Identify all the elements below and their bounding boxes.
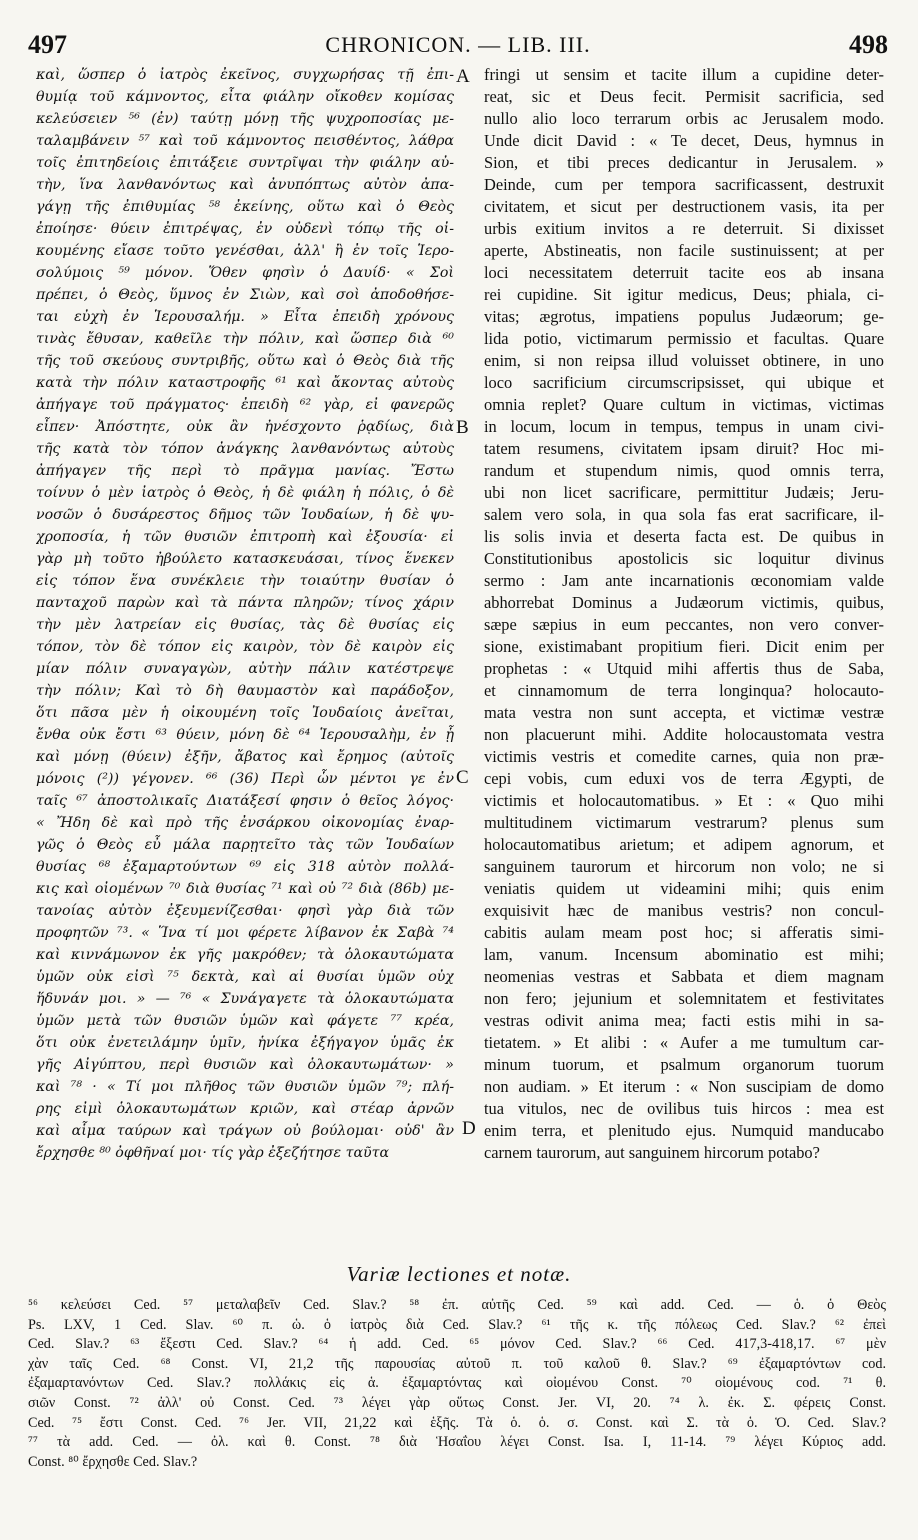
left-column-line: ται εὐχὴ ἐν Ἱερουσαλήμ. » Εἶτα ἐπειδὴ χρόνους: [36, 309, 454, 325]
left-column-line: γάγῃ τῆς ἐπιθυμίας ⁵⁸ ἐκείνης, οὕτω καὶ ὁ Θεὸς: [36, 199, 454, 215]
column-marker-d: D: [462, 1118, 476, 1139]
left-column-line: προφητῶν ⁷³. « Ἵνα τί μοι φέρετε λίβανον ἐκ Σαβὰ ⁷⁴: [36, 925, 454, 941]
right-column-line: non placuerunt mihi. Addite holocaustomata vestra: [484, 725, 884, 744]
left-column-line: τῆς τοῦ σκεύους συντριβῆς, οὕτω καὶ ὁ Θεὸς διὰ τῆς: [36, 353, 454, 369]
left-column-line: ὅτι οὐκ ἐνετειλάμην ὑμῖν, ἡνίκα ἐξήγαγον ὑμᾶς ἐκ: [36, 1035, 454, 1051]
left-column-line: κελεύσειεν ⁵⁶ (ἐν) ταύτῃ μόνῃ τῆς ψυχροποσίας με-: [36, 111, 454, 127]
left-column-line: τοῖς ἐπιτηδείοις ἐπιτάξειε συντρῖψαι τὴν φιάλην αὐ-: [36, 155, 454, 171]
left-column-line: εἰς τόπον ἕνα συνέκλειε τὴν τοιαύτην θυσίαν ὁ: [36, 573, 454, 589]
left-column-line: γῆς Αἰγύπτου, περὶ θυσιῶν καὶ ὁλοκαυτωμάτων· »: [36, 1057, 454, 1073]
notes-line: ⁷⁷ τὰ add. Ced. — ὀλ. καὶ θ. Const. ⁷⁸ διὰ Ἡσαΐου λέγει Const. Isa. I, 11-14. ⁷⁹ λέγει Κύριος add.: [28, 1434, 886, 1451]
right-column-line: abhorrebat Dominus a Judæorum victimis, quibus,: [484, 593, 884, 612]
right-column-line: aperte, Abstineatis, non facile sustinuissent; at per: [484, 241, 884, 260]
column-marker-b: B: [456, 417, 469, 438]
left-column-line: ταλαμβάνειν ⁵⁷ καὶ τοῦ κάμνοντος πεισθέντος, λάθρα: [36, 133, 454, 149]
right-column-line: non fero; jejunium et solemnitatem et festivitates: [484, 989, 884, 1008]
left-column-line: καὶ μόνῃ (θύειν) ἐξῆν, ἄβατος καὶ ἔρημος (αὐτοῖς: [36, 749, 454, 765]
greek-text-column: [36, 64, 454, 1254]
notes-line: Ps. LXV, 1 Ced. Slav. ⁶⁰ π. ὡ. ὁ ἰατρὸς διὰ Ced. Slav.? ⁶¹ τῆς κ. τῆς πόλεως Ced. Slav.? ⁶² ἐπεὶ: [28, 1316, 886, 1333]
left-column-line: κατὰ τὴν πόλιν καταστροφῆς ⁶¹ καὶ ἄκοντας αὐτοὺς: [36, 375, 454, 391]
left-column-line: καὶ ⁷⁸ · « Τί μοι πλῆθος τῶν θυσιῶν ὑμῶν ⁷⁹; πλή-: [36, 1079, 454, 1095]
right-column-line: urbis exitium invitos a re deterruit. Si dixisset: [484, 219, 884, 238]
left-column-line: σολύμοις ⁵⁹ μόνον. Ὅθεν φησὶν ὁ Δαυίδ· « Σοὶ: [36, 265, 454, 281]
left-column-line: μόνοις (²)) γέγονεν. ⁶⁶ (36) Περὶ ὧν μέντοι γε ἐν: [36, 771, 454, 787]
left-column-line: καὶ αἷμα ταύρων καὶ τράγων οὐ βούλομαι· οὐδ' ἂν: [36, 1123, 454, 1139]
left-column-line: « Ἤδη δὲ καὶ πρὸ τῆς ἐνσάρκου οἰκονομίας ἐναρ-: [36, 815, 454, 831]
notes-line: χὰν ταῖς Ced. ⁶⁸ Const. VI, 21,2 τῆς παρουσίας αὐτοῦ π. τοῦ καλοῦ θ. Slav.? ⁶⁹ ἐξαμαρτόντων cod.: [28, 1355, 886, 1372]
right-column-line: omnia replet? Quare cultum in victimas, victimas: [484, 395, 884, 414]
left-column-line: τινὰς ἔθυσαν, καθεῖλε τὴν πόλιν, καὶ ὥσπερ διὰ ⁶⁰: [36, 331, 454, 347]
left-column-line: γὰρ μὴ τοῦτο ἠβούλετο κατασκευάσαι, τίνος ἕνεκεν: [36, 551, 454, 567]
left-column-line: ὑμῶν μετὰ τῶν θυσιῶν ὑμῶν καὶ φάγετε ⁷⁷ κρέα,: [36, 1013, 454, 1029]
right-column-line: ubi non licet sacrificare, permittitur Judæis; Jeru-: [484, 483, 884, 502]
right-column-line: randum et stupendum nimis, quod omnis terra,: [484, 461, 884, 480]
right-column-line: tietatem. » Et alibi : « Aufer a me tumultum car-: [484, 1033, 884, 1052]
notes-line: Ced. ⁷⁵ ἔστι Const. Ced. ⁷⁶ Jer. VII, 21,22 καὶ ἑξῆς. Τὰ ὁ. ὁ. σ. Const. καὶ Σ. τὰ ὁ. Ὁ. Ced. Slav.?: [28, 1414, 886, 1431]
left-column-line: μίαν πόλιν συναγαγὼν, αὐτὴν πάλιν κατέστρεψε: [36, 661, 454, 677]
page-header: [28, 30, 888, 64]
left-column-line: ἥδυνάν μοι. » — ⁷⁶ « Συνάγαγετε τὰ ὁλοκαυτώματα: [36, 991, 454, 1007]
right-column-line: loci necessitatem deterruit tacite eos ab insana: [484, 263, 884, 282]
right-column-line: holocautomatibus arietum; et adipem agnorum, et: [484, 835, 884, 854]
right-column-line: mata vestra non sunt accepta, et victimæ vestræ: [484, 703, 884, 722]
right-column-line: loco sacrificium circumscripsisset, qui ubique et: [484, 373, 884, 392]
left-column-line: ἔνθα οὐκ ἔστι ⁶³ θύειν, μόνη δὲ ⁶⁴ Ἱερουσαλὴμ, ἐν ᾗ: [36, 727, 454, 743]
right-column-line: multitudinem victimarum vestrarum? plenus sum: [484, 813, 884, 832]
left-column-line: πανταχοῦ παρὼν καὶ τὰ πάντα πληρῶν; τίνος χάριν: [36, 595, 454, 611]
left-column-line: τοίνυν ὁ μὲν ἰατρὸς ὁ Θεὸς, ἡ δὲ φιάλη ἡ πόλις, ὁ δὲ: [36, 485, 454, 501]
left-page-number: 497: [28, 30, 67, 59]
right-column-line: civitatem, et sicut per destructionem vasis, ita per: [484, 197, 884, 216]
left-column-line: πρέπει, ὁ Θεὸς, ὕμνος ἐν Σιὼν, καὶ σοὶ ἀποδοθήσε-: [36, 287, 454, 303]
right-column-line: Deinde, cum per tempora sacrificassent, destruxit: [484, 175, 884, 194]
notes-line: ἐξαμαρτανόντων Ced. Slav.? πολλάκις εἰς ἁ. ἐξαμαρτόντας καὶ οἰομένου Const. ⁷⁰ οἰομένους cod. ⁷¹ θ.: [28, 1375, 886, 1392]
column-marker-c: C: [456, 767, 469, 788]
right-column-line: sione, existimabant propitium fieri. Dicit enim per: [484, 637, 884, 656]
left-column-line: ρης εἰμὶ ὁλοκαυτωμάτων κριῶν, καὶ στέαρ ἀρνῶν: [36, 1101, 454, 1117]
right-column-line: Constitutionibus apostolicis sic loquitur divinus: [484, 549, 884, 568]
notes-line: σιῶν Const. ⁷² ἀλλ' οὐ Const. Ced. ⁷³ λέγει γὰρ οὕτως Const. Jer. VI, 20. ⁷⁴ λ. ἐκ. Σ. φέρεις Const.: [28, 1394, 886, 1411]
right-column-line: lam, vanum. Incensum abominatio est mihi;: [484, 945, 884, 964]
left-column-line: τόπον, τὸν δὲ τόπον εἰς καιρὸν, τὸν δὲ καιρὸν εἰς: [36, 639, 454, 655]
left-column-line: τὴν πόλιν; Καὶ τὸ δὴ θαυμαστὸν καὶ παράδοξον,: [36, 683, 454, 699]
right-column-line: sæpe sæpius in eum peccantes, non vero conver-: [484, 615, 884, 634]
left-column-line: χροποσία, ἡ τῶν θυσιῶν ἐπιτροπὴ καὶ ἐξουσία· εἰ: [36, 529, 454, 545]
left-column-line: ἀπήγαγε τοῦ πράγματος· ἐπειδὴ ⁶² γὰρ, εἰ φανερῶς: [36, 397, 454, 413]
left-column-line: ἔρχησθε ⁸⁰ ὀφθῆναί μοι· τίς γὰρ ἐξεζήτησε ταῦτα: [36, 1145, 390, 1161]
right-column-line: cabitis aulam meam post hoc; si afferatis simi-: [484, 923, 884, 942]
right-column-line: rei cupidine. Sit igitur medicus, Deus; phiala, ci-: [484, 285, 884, 304]
left-column-line: ταῖς ⁶⁷ ἀποστολικαῖς Διατάξεσί φησιν ὁ θεῖος λόγος·: [36, 793, 454, 809]
right-column-line: in locum, locum in tempus, tempus in unam civi-: [484, 417, 884, 436]
latin-text-column: [484, 64, 884, 1254]
left-column-line: τῆς κατὰ τὸν τόπον ἀνάγκης λανθανόντως αὐτοὺς: [36, 441, 454, 457]
left-column-line: τὴν μὲν λατρείαν εἰς θυσίας, τὰς δὲ θυσίας εἰς: [36, 617, 454, 633]
right-column-line: victimis et holocautomatibus. » Et : « Quo mihi: [484, 791, 884, 810]
right-page-number: 498: [849, 30, 888, 59]
right-column-line: cepi vobis, cum eduxi vos de terra Ægypti, de: [484, 769, 884, 788]
right-column-line: sanguinem taurorum et hircorum non volo; ne si: [484, 857, 884, 876]
left-column-line: ἐποίησε· θύειν ἐπιτρέψας, ἐν οὐδενὶ τόπῳ τῆς οἰ-: [36, 221, 454, 237]
left-column-line: καὶ κιννάμωνον ἐκ γῆς μακρόθεν; τὰ ὁλοκαυτώματα: [36, 947, 454, 963]
right-column-line: veniatis quidem ut videamini mihi; quis enim: [484, 879, 884, 898]
left-column-line: θυσίας ⁶⁸ ἐξαμαρτούντων ⁶⁹ εἰς 318 αὐτὸν πολλά-: [36, 859, 454, 875]
right-column-line: Unde dicit David : « Te decet, Deus, hymnus in: [484, 131, 884, 150]
left-column-line: κουμένης εἴασε τοῦτο γενέσθαι, ἀλλ' ἢ ἐν τοῖς Ἱερο-: [36, 243, 454, 259]
variant-readings-notes: [28, 1296, 886, 1472]
left-column-line: καὶ, ὥσπερ ὁ ἰατρὸς ἐκεῖνος, συγχωρήσας τῇ ἐπι-: [36, 67, 454, 83]
left-column-line: νοσῶν ὁ δυσάρεστος δῆμος τῶν Ἰουδαίων, ἡ δὲ ψυ-: [36, 507, 454, 523]
left-column-line: κις καὶ οἰομένων ⁷⁰ διὰ θυσίας ⁷¹ καὶ οὐ ⁷² διὰ (86b) με-: [36, 881, 454, 897]
notes-line: Ced. Slav.? ⁶³ ἔξεστι Ced. Slav.? ⁶⁴ ἡ add. Ced. ⁶⁵ μόνον Ced. Slav.? ⁶⁶ Ced. 417,3-418,17. ⁶⁷ μὲν: [28, 1336, 886, 1353]
right-column-line: reat, sic et Deus fecit. Permisit sacrificia, sed: [484, 87, 884, 106]
notes-line: Const. ⁸⁰ ἔρχησθε Ced. Slav.?: [28, 1453, 198, 1470]
left-column-line: ὑμῶν οὐκ εἰσὶ ⁷⁵ δεκτὰ, καὶ αἱ θυσίαι ὑμῶν οὐχ: [36, 969, 454, 985]
right-column-line: exquisivit hæc de manibus vestris? non concul-: [484, 901, 884, 920]
right-column-line: sermo : Jam ante incarnationis œconomiam valde: [484, 571, 884, 590]
left-column-line: τανοίας αὐτὸν ἐξευμενίζεσθαι· φησὶ γὰρ διὰ τῶν: [36, 903, 454, 919]
right-column-line: non audiam. » Et iterum : « Non suscipiam de domo: [484, 1077, 884, 1096]
right-column-line: nullo alio loco terrarum orbis ac Jerusalem modo.: [484, 109, 884, 128]
right-column-line: minum tuorum, et psalmum organorum tuorum: [484, 1055, 884, 1074]
right-column-line: salem vero sola, in qua sola fas erat sacrificare, il-: [484, 505, 884, 524]
right-column-line: vitas; ægrotus, impatiens populus Judæorum; ge-: [484, 307, 884, 326]
column-marker-a: A: [456, 66, 470, 87]
right-column-line: enim terra, et plenitudo ejus. Numquid manducabo: [484, 1121, 884, 1140]
left-column-line: γῶς ὁ Θεὸς εὖ μάλα παρῃτεῖτο τὰς τῶν Ἰουδαίων: [36, 837, 454, 853]
left-column-line: εἶπεν· Ἀπόστητε, οὐκ ἂν ἠνέσχοντο ῥᾳδίως, διὰ: [36, 419, 454, 435]
notes-title: Variæ lectiones et notæ.: [346, 1262, 572, 1286]
running-title: CHRONICON. — LIB. III.: [325, 32, 591, 57]
left-column-line: ἀπήγαγεν τῆς περὶ τὸ πρᾶγμα μανίας. Ἔστω: [36, 463, 454, 479]
right-column-line: enim, si non reipsa illud voluisset obtinere, in uno: [484, 351, 884, 370]
right-column-line: lida potio, victimarum permissio et facultas. Quare: [484, 329, 884, 348]
right-column-line: carnem taurorum, aut sanguinem hircorum potabo?: [484, 1143, 820, 1162]
left-column-line: ὅτι πᾶσα μὲν ἡ οἰκουμένη τοῖς Ἰουδαίοις ἀνεῖται,: [36, 705, 454, 721]
right-column-line: Sion, et tibi preces dedicantur in Jerusalem. »: [484, 153, 884, 172]
left-column-line: τὴν, ἵνα λανθανόντως καὶ ἀνυπόπτως αὐτὸν ἀπα-: [36, 177, 454, 193]
right-column-line: tatem resumens, civitatem ipsam diruit? Hoc mi-: [484, 439, 884, 458]
notes-line: ⁵⁶ κελεύσει Ced. ⁵⁷ μεταλαβεῖν Ced. Slav.? ⁵⁸ ἐπ. αὐτῆς Ced. ⁵⁹ καὶ add. Ced. — ὁ. ὁ Θεὸς: [28, 1297, 886, 1313]
right-column-line: tua vitulos, nec de ovilibus tuis hircos : mea est: [484, 1099, 884, 1118]
right-column-line: victimis vestris et comedite carnes, quia non præ-: [484, 747, 884, 766]
right-column-line: neomenias vestras et Sabbata et diem magnam: [484, 967, 884, 986]
right-column-line: et cinnamomum de terra longinqua? holocauto-: [484, 681, 884, 700]
right-column-line: prophetas : « Utquid mihi affertis thus de Saba,: [484, 659, 884, 678]
right-column-line: vestras odivit anima mea; facti estis mihi in sa-: [484, 1011, 884, 1030]
left-column-line: θυμίᾳ τοῦ κάμνοντος, εἶτα φιάλην οἴκοθεν κομίσας: [36, 89, 454, 105]
right-column-line: lis solis invia et deserta facta est. De quibus in: [484, 527, 884, 546]
right-column-line: fringi ut sensim et tacite illum a cupidine deter-: [484, 65, 884, 84]
